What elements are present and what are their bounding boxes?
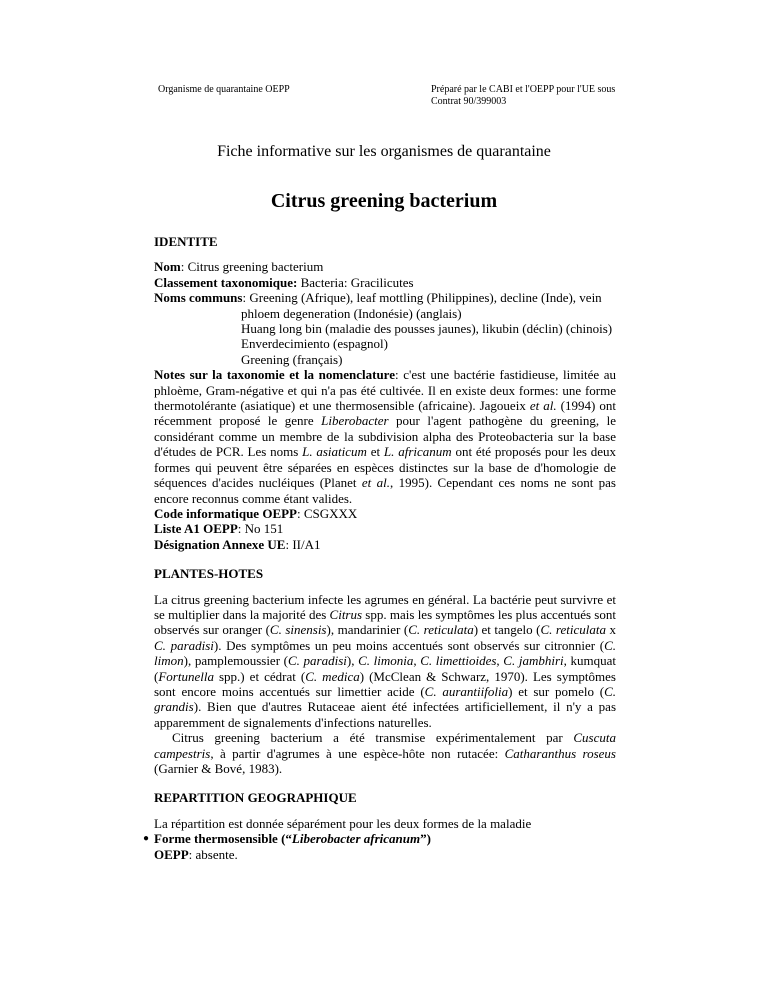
document-title: Citrus greening bacterium	[270, 190, 498, 212]
liste-line	[154, 521, 616, 536]
plantes-text: ,	[496, 653, 504, 669]
classement-label: Classement taxonomique:	[154, 274, 298, 290]
notes-text: ont été proposés pour les deux formes qui peuvent être séparées en espèces distinctes sur la base de d'homologie de séquences d'acides nucléiques (Planet	[154, 444, 616, 491]
plantes-text: (Garnier & Bové, 1983).	[154, 761, 283, 776]
noms-communs-item: Huang long bin (maladie des pousses jaunes), likubin (déclin) (chinois)	[241, 321, 613, 337]
plantes-text: ), pamplemoussier (	[183, 653, 288, 669]
plantes-italic: Cuscuta campestris	[154, 730, 616, 761]
liste-value: : No 151	[237, 521, 284, 537]
notes-italic: L. asiaticum	[302, 444, 367, 460]
plantes-italic: Catharanthus roseus	[504, 745, 616, 761]
notes-italic: et al.	[361, 475, 390, 491]
section-heading-plantes-hotes: PLANTES-HOTES	[154, 566, 264, 582]
noms-communs-item: phloem degeneration (Indonésie) (anglais)	[241, 305, 462, 321]
nom-value: : Citrus greening bacterium	[180, 259, 324, 275]
section-heading-repartition: REPARTITION GEOGRAPHIQUE	[154, 790, 357, 806]
plantes-italic: C. reticulata	[408, 622, 474, 638]
plantes-paragraph-1	[154, 592, 616, 731]
document-body	[143, 234, 617, 862]
bullet-text: ”)	[420, 831, 431, 847]
notes-text: (1994) ont récemment proposé le genre	[154, 398, 616, 429]
oepp-line	[154, 847, 616, 862]
nom-line	[154, 259, 616, 274]
plantes-text: ),	[346, 653, 359, 669]
plantes-italic: C. paradisi	[287, 653, 347, 669]
noms-communs-line	[154, 290, 616, 305]
plantes-italic: C. medica	[305, 668, 360, 684]
plantes-italic: C. limonia	[358, 653, 414, 669]
plantes-text: spp. mais les symptômes les plus accentués sont observés sur oranger (	[154, 606, 616, 638]
plantes-text: ,	[413, 653, 421, 669]
designation-value: : II/A1	[285, 536, 321, 552]
plantes-italic: Fortunella	[158, 668, 214, 684]
plantes-italic: Citrus	[329, 606, 363, 622]
header-left: Organisme de quarantaine OEPP	[158, 84, 290, 95]
classement-line	[154, 275, 616, 290]
noms-communs-item: Greening (français)	[241, 351, 343, 367]
notes-text: , 1995). Cependant ces noms ne sont pas encore reconnus comme étant valides.	[154, 475, 616, 506]
header-right	[431, 84, 651, 108]
plantes-text: , à partir d'agrumes à une espèce-hôte non rutacée:	[210, 745, 505, 761]
plantes-italic: C. limettioides	[420, 653, 497, 669]
notes-italic: et al.	[529, 398, 557, 414]
notes-text: et	[366, 444, 384, 460]
notes-text: : c'est une bactérie fastidieuse, limitée au phloème, Gram-négative et qui n'a pas été cultivée. Il en existe deux formes: une forme thermotolérante (asiatique) et une thermosensible (africaine). Jagoueix	[154, 367, 616, 414]
plantes-text: La citrus greening bacterium infecte les agrumes en général. La bactérie peut survivre et se multiplier dans la majorité des	[154, 591, 616, 622]
oepp-value: : absente.	[188, 846, 238, 862]
plantes-text: x	[605, 622, 616, 638]
plantes-text: ) et sur pomelo (	[508, 683, 605, 699]
bullet-text: Forme thermosensible (“	[154, 831, 292, 847]
plantes-text: ). Des symptômes un peu moins accentués sont observés sur citronnier (	[213, 637, 605, 653]
notes-taxonomie-paragraph	[154, 367, 616, 506]
repartition-bullet-item	[143, 831, 616, 847]
header-right-line2: Contrat 90/399003	[431, 96, 507, 107]
plantes-text: Citrus greening bacterium a été transmise expérimentalement par	[172, 730, 574, 746]
classement-value: Bacteria: Gracilicutes	[297, 274, 414, 290]
notes-italic: Liberobacter	[321, 413, 389, 429]
liste-label: Liste A1 OEPP	[154, 521, 238, 537]
noms-communs-continued	[154, 306, 616, 368]
plantes-text: ). Bien que d'autres Rutaceae aient été infectées artificiellement, il n'y a pas apparemment de signalements d'infections naturelles.	[154, 699, 616, 730]
code-value: : CSGXXX	[297, 505, 358, 521]
notes-italic: L. africanum	[383, 444, 452, 460]
noms-communs-label: Noms communs	[154, 290, 243, 306]
plantes-italic: C. aurantiifolia	[424, 683, 509, 699]
plantes-text: ) et tangelo (	[473, 622, 541, 638]
plantes-paragraph-2	[154, 730, 616, 776]
plantes-text: ) (McClean & Schwarz, 1970). Les symptômes sont encore moins accentués sur limettier acide (	[154, 668, 616, 699]
header-right-line1: Préparé par le CABI et l'OEPP pour l'UE sous	[431, 84, 616, 95]
plantes-italic: C. grandis	[154, 683, 617, 715]
designation-label: Désignation Annexe UE	[154, 536, 286, 552]
plantes-italic: C. jambhiri	[503, 653, 564, 669]
oepp-label: OEPP	[154, 846, 189, 862]
nom-label: Nom	[154, 259, 181, 275]
plantes-italic: C. paradisi	[154, 637, 214, 653]
bullet-italic: Liberobacter africanum	[291, 831, 421, 847]
section-heading-identite: IDENTITE	[154, 234, 218, 249]
plantes-italic: C. sinensis	[269, 622, 327, 638]
repartition-intro: La répartition est donnée séparément pour les deux formes de la maladie	[154, 815, 532, 831]
designation-line	[154, 537, 616, 552]
code-line	[154, 506, 616, 521]
plantes-text: , kumquat (	[154, 653, 616, 684]
plantes-italic: C. limon	[154, 637, 616, 669]
plantes-italic: C. reticulata	[540, 622, 606, 638]
plantes-text: ), mandarinier (	[326, 622, 409, 638]
plantes-text: spp.) et cédrat (	[213, 668, 306, 684]
noms-communs-value: : Greening (Afrique), leaf mottling (Philippines), decline (Inde), vein	[242, 290, 602, 306]
notes-text: pour l'agent pathogène du greening, le considérant comme un membre de la subdivision alpha des Proteobacteria sur la base d'études de PCR. Les noms	[154, 413, 616, 460]
document-subtitle: Fiche informative sur les organismes de quarantaine	[217, 143, 551, 160]
notes-label: Notes sur la taxonomie et la nomenclature	[154, 367, 395, 383]
code-label: Code informatique OEPP	[154, 505, 297, 521]
noms-communs-item: Enverdecimiento (espagnol)	[241, 336, 388, 352]
bullet-icon: ●	[143, 833, 150, 845]
